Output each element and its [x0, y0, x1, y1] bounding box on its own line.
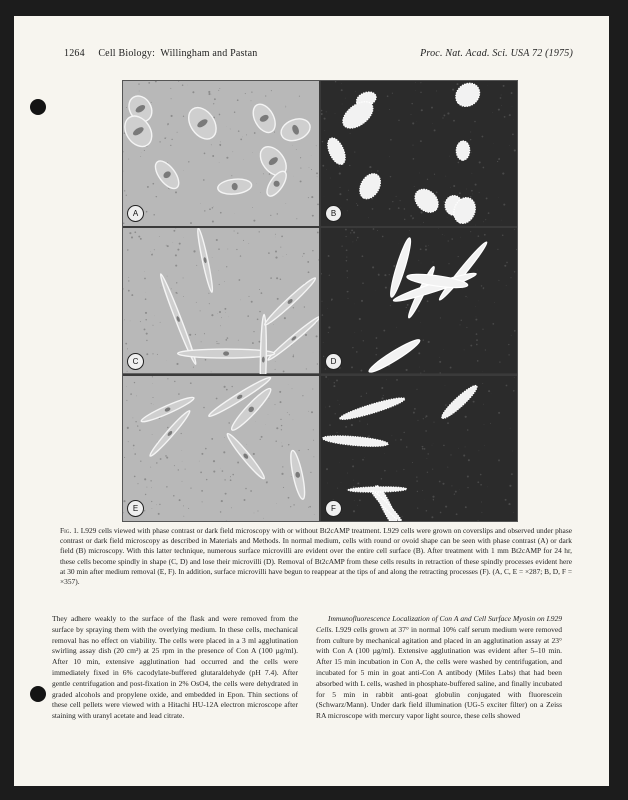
- micrograph-figure: [122, 80, 518, 522]
- micrograph-panel-d: [321, 228, 517, 373]
- caption-text: L929 cells viewed with phase contrast or dark field microscopy with or without Bt2cAMP treatment. L929 cells were grown on coverslips and observed under phase contrast or dark field microscopy as described in Materials and Methods. In normal medium, cells with round or ovoid shape can be seen with phase contrast (A) or dark field (B) microscopy. With this latter technique, numerous surface microvilli are evident over the entire cell surface (B). After treatment with 1 mm Bt2cAMP for 24 hr, these cells become spindly in shape (C, D) and lose their microvilli (D). Removal of Bt2cAMP from these cells results in retraction of these spindly processes evident here at 30 min after medium removal (E, F). In addition, surface microvilli have begun to reappear at the tips of and along the retracting processes (F). (A, C, E = ×287; B, D, F = ×357).: [60, 526, 572, 587]
- micrograph-panel-e: [123, 376, 319, 521]
- micrograph-panel-f: [321, 376, 517, 521]
- micrograph-image: [321, 376, 517, 521]
- journal-page: [14, 16, 609, 786]
- page-number: 1264: [64, 48, 85, 59]
- panel-label: C: [127, 353, 144, 370]
- binder-hole: [30, 686, 46, 702]
- panel-label: A: [127, 205, 144, 222]
- journal-citation: Proc. Nat. Acad. Sci. USA 72 (1975): [420, 48, 573, 59]
- section-name: Cell Biology:: [98, 48, 156, 59]
- caption-lead: Fig. 1.: [60, 526, 79, 535]
- left-paragraph: They adhere weakly to the surface of the flask and were removed from the surface by spraying them with the overlying medium. In these cells, mechanical removal has no effect on viability. The cells were placed in a 3 ml agglutination swirling assay dish (20 cm²) at 25 rpm in the presence of Con A (100 µg/ml). After 10 min, extensive agglutination had occurred and the cells were immediately fixed in 6% cacodylate-buffered glutaraldehyde (pH 7.4). After gentle centrifugation and post-fixation in 2% OsO4, the cells were dehydrated in graded alcohols and propylene oxide, and embedded in Epon. Thin sections of these cell pellets were viewed with a Hitachi HU-12A electron microscope after staining with uranyl acetate and lead citrate.: [52, 614, 298, 721]
- authors: Willingham and Pastan: [160, 48, 258, 59]
- micrograph-panel-c: [123, 228, 319, 373]
- micrograph-panel-a: [123, 81, 319, 226]
- micrograph-image: [123, 228, 319, 373]
- left-column: [52, 614, 298, 722]
- micrograph-image: [321, 81, 517, 226]
- right-paragraph-text: L929 cells grown at 37° in normal 10% calf serum medium were removed from culture by mechanical agitation and placed in an agglutination assay at 23° with Con A (100 µg/ml). Extensive agglutination was evident after 5–10 min. After 15 min incubation in Con A, the cells were washed by centrifugation, and incubated for 5 min in goat anti-Con A antibody (Miles Labs) that had been absorbed with L cells, washed in phosphate-buffered saline, and finally incubated for 5 min in rabbit anti-goat globulin conjugated with fluorescein (Schwarz/Mann). Under dark field illumination (UG-5 exciter filter) on a Zeiss RA microscope with mercury vapor light source, these cells showed: [316, 624, 563, 721]
- micrograph-panel-b: [321, 81, 517, 226]
- right-column: [316, 614, 562, 722]
- figure-caption: [60, 526, 572, 587]
- micrograph-image: [123, 81, 319, 226]
- binder-hole: [30, 99, 46, 115]
- panel-label: F: [325, 500, 342, 517]
- panel-label: D: [325, 353, 342, 370]
- micrograph-image: [321, 228, 517, 373]
- micrograph-image: [123, 376, 319, 521]
- header-left: [64, 48, 257, 59]
- panel-label: B: [325, 205, 342, 222]
- section-heading: Immunofluorescence Localization of Con A and Cell Surface Myosin on L929 Cells.: [316, 614, 562, 634]
- right-paragraph: [316, 614, 562, 722]
- panel-label: E: [127, 500, 144, 517]
